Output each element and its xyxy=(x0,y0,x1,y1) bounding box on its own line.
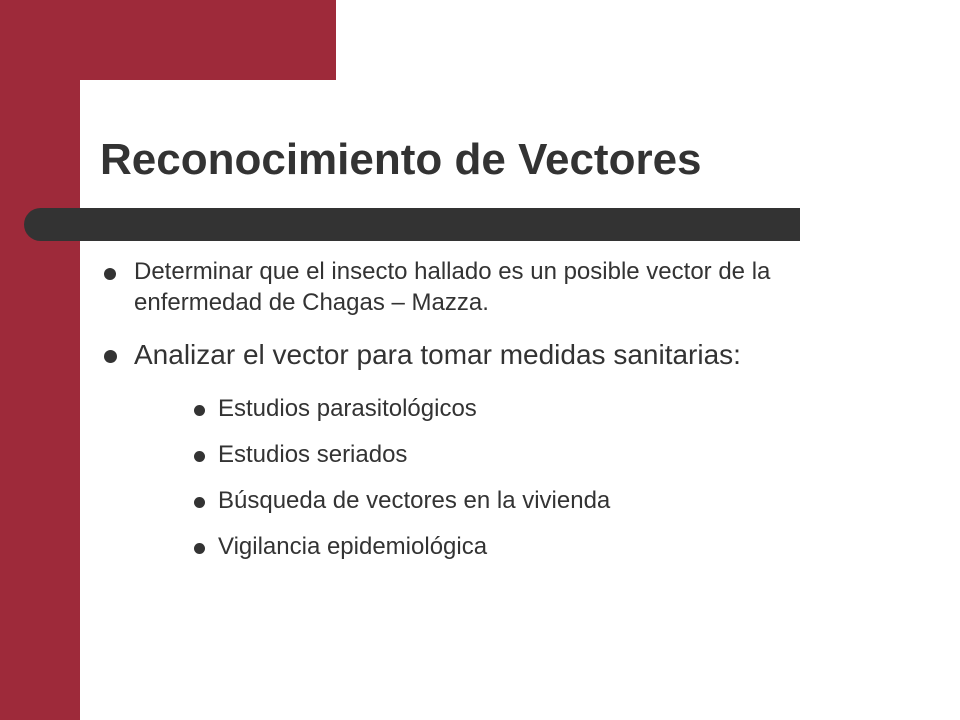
bullet-item-determinar: Determinar que el insecto hallado es un posible vector de la enfermedad de Chagas – Mazza. xyxy=(104,256,894,318)
sub-bullet-list xyxy=(194,386,894,570)
bullet-item-analizar: Analizar el vector para tomar medidas sanitarias: xyxy=(104,334,894,376)
sub-bullet-item: Estudios seriados xyxy=(194,432,894,478)
sub-bullet-item: Vigilancia epidemiológica xyxy=(194,524,894,570)
sub-bullet-container xyxy=(104,386,894,570)
title-underline-bar xyxy=(24,208,800,241)
slide-title: Reconocimiento de Vectores xyxy=(100,135,702,184)
maroon-accent-left xyxy=(0,0,80,720)
sub-bullet-item: Estudios parasitológicos xyxy=(194,386,894,432)
sub-bullet-item: Búsqueda de vectores en la vivienda xyxy=(194,478,894,524)
bullet-list xyxy=(104,256,894,570)
